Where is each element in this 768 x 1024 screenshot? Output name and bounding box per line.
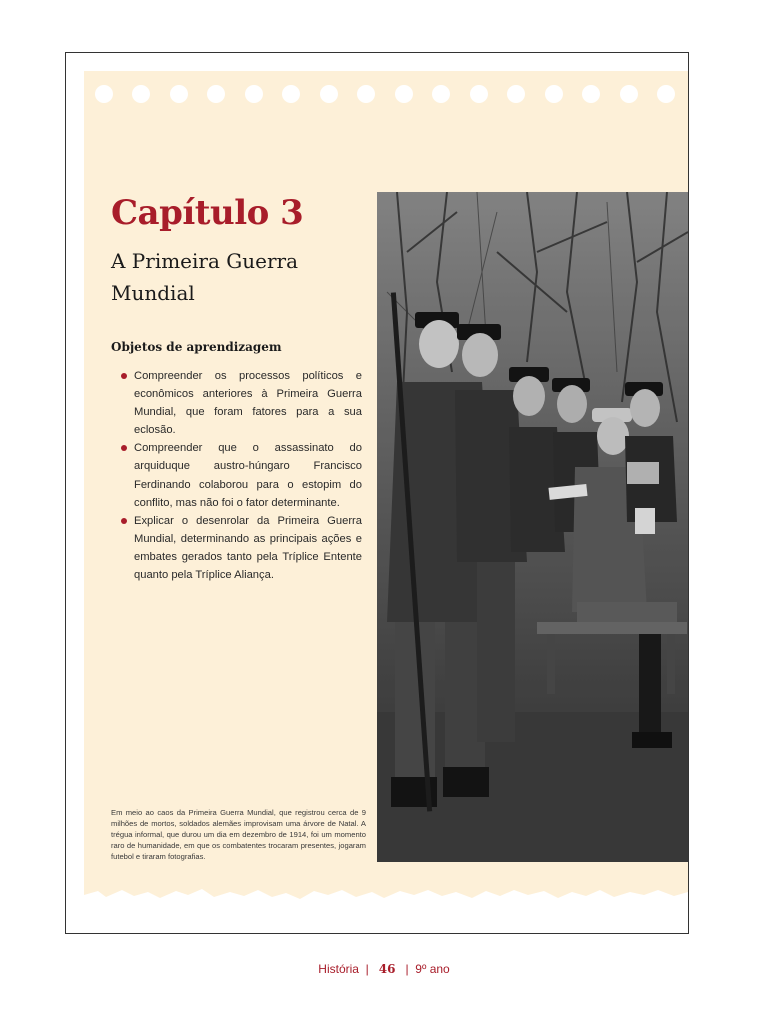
binder-hole <box>657 85 675 103</box>
objective-item <box>134 367 362 439</box>
binder-hole <box>620 85 638 103</box>
objective-text: Compreender que o assassinato do arquiduque austro-húngaro Francisco Ferdinando colaborou para o estopim do conflito, mas não foi o fator determinante. <box>134 442 362 509</box>
photo-caption: Em meio ao caos da Primeira Guerra Mundial, que registrou cerca de 9 milhões de mortos, soldados alemães improvisam uma árvore de Natal. A trégua informal, que durou um dia em dezembro de 1914, foi um momento raro de humanidade, em que os combatentes trocaram presentes, jogaram futebol e tiraram fotografias. <box>111 808 366 862</box>
binder-hole <box>582 85 600 103</box>
page-number: 46 <box>378 962 396 976</box>
objective-text: Compreender os processos políticos e econômicos anteriores à Primeira Guerra Mundial, que foram fatores para a sua eclosão. <box>134 370 362 437</box>
objective-text: Explicar o desenrolar da Primeira Guerra Mundial, determinando as principais ações e embates gerados tanto pela Tríplice Entente quanto pela Tríplice Aliança. <box>134 514 362 582</box>
chapter-title: Capítulo 3 <box>111 193 304 233</box>
binder-hole <box>320 85 338 103</box>
page-frame <box>65 52 689 934</box>
torn-paper-edge <box>84 873 688 933</box>
objective-item <box>134 512 362 584</box>
binder-hole <box>507 85 525 103</box>
binder-hole <box>395 85 413 103</box>
binder-hole <box>545 85 563 103</box>
binder-hole <box>282 85 300 103</box>
bullet-dot-icon <box>121 373 127 379</box>
bullet-dot-icon <box>121 518 127 524</box>
binder-hole <box>132 85 150 103</box>
chapter-subtitle: A Primeira Guerra Mundial <box>111 249 298 305</box>
objective-item <box>134 439 362 511</box>
binder-hole <box>470 85 488 103</box>
footer-subject: História <box>318 962 359 976</box>
objectives-list <box>134 367 362 584</box>
binder-hole <box>432 85 450 103</box>
binder-hole <box>245 85 263 103</box>
binder-hole <box>357 85 375 103</box>
historical-photo <box>377 192 688 862</box>
soldiers-photo-illustration <box>377 192 688 862</box>
footer-separator: | <box>362 962 376 976</box>
footer-grade: 9º ano <box>415 962 450 976</box>
spiral-holes <box>84 71 688 111</box>
footer-separator: | <box>398 962 412 976</box>
binder-hole <box>170 85 188 103</box>
binder-hole <box>207 85 225 103</box>
objectives-heading: Objetos de aprendizagem <box>111 340 282 354</box>
page-footer <box>0 962 768 976</box>
binder-hole <box>95 85 113 103</box>
